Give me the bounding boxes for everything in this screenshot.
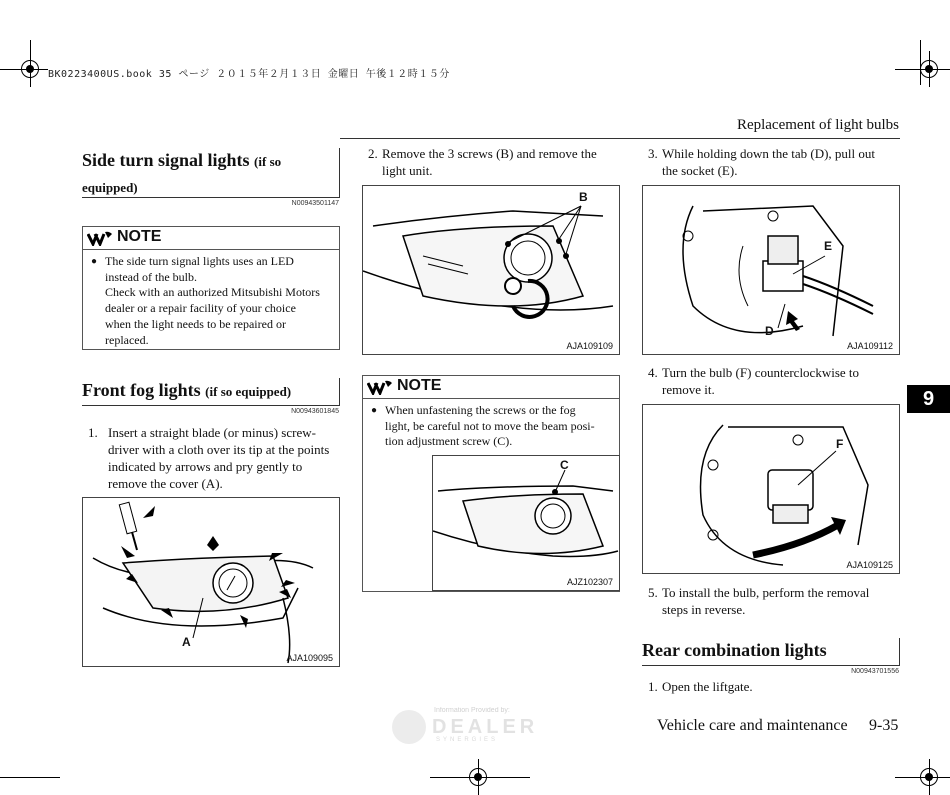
adjustment-screw-illustration [433,456,620,591]
watermark-top: Information Provided by: [434,707,510,714]
note-line: Check with an authorized Mitsubishi Motors [105,285,320,300]
note-label: NOTE [117,228,162,245]
figure-light-unit-screws [362,185,620,355]
section-qualifier-2: equipped) [82,180,138,195]
note-line: replaced. [105,332,149,347]
step-line: steps in reverse. [662,602,746,617]
note-header [363,376,619,399]
figure-adjustment-screw [432,455,620,591]
section-rule [82,405,340,406]
step-line: Insert a straight blade (or minus) screw- [108,425,316,440]
note-line: light, be careful not to move the beam posi- [385,418,595,433]
note-check-icon [87,230,113,251]
figure-label-b: B [579,190,588,204]
section-title-rear-combination: Rear combination lights [642,640,827,660]
step-line: indicated by arrows and pry gently to [108,459,303,474]
section-rule-vertical [339,378,340,406]
fog-cover-illustration [83,498,340,667]
bulb-f-illustration [643,405,900,574]
section-title-side-turn [82,148,340,200]
step-number: 2. [368,146,378,161]
section-code: N00943701556 [851,668,899,675]
note-body [83,250,339,348]
note-line: tion adjustment screw (C). [385,434,513,449]
note-box-2 [362,375,620,592]
step-line: remove the cover (A). [108,476,223,491]
watermark-sub: SYNERGIES [436,737,499,743]
section-qualifier: (if so equipped) [205,384,292,399]
registration-mark-bottom-center [469,768,487,786]
figure-code: AJA109095 [286,653,333,663]
section-qualifier: (if so [254,154,282,169]
note-label: NOTE [397,377,442,394]
step-line: light unit. [382,163,433,178]
section-rule-vertical [899,638,900,666]
section-code: N00943501147 [291,200,339,207]
note-box-1 [82,226,340,350]
note-line: ● The side turn signal lights uses an LED [105,254,294,268]
figure-code: AJA109112 [847,341,893,351]
section-title-text: Side turn signal lights [82,150,250,170]
step-number: 1. [648,679,658,694]
step-5-install [648,584,900,618]
figure-label-c: C [560,458,569,472]
step-line: remove it. [662,382,715,397]
figure-label-a: A [182,635,191,649]
section-code: N00943601845 [291,408,339,415]
section-rule-vertical [339,148,340,198]
note-line: dealer or a repair facility of your choice [105,301,296,316]
figure-code: AJZ102307 [566,577,613,587]
note-line: ● When unfastening the screws or the fog [385,403,576,417]
step-number: 1. [88,425,98,440]
dealer-watermark [392,707,552,747]
figure-label-f: F [836,437,844,451]
figure-label-d: D [765,324,774,338]
dealer-logo-icon [392,710,426,744]
book-info-line: BK0223400US.book 35 ページ ２０１５年２月１３日 金曜日 午後１２時１５分 [48,69,450,80]
step-line: Remove the 3 screws (B) and remove the [382,146,597,161]
footer-chapter: Vehicle care and maintenance [657,717,848,734]
step-number: 4. [648,365,658,380]
step-line: driver with a cloth over its tip at the points [108,442,330,457]
note-line: instead of the bulb. [105,269,197,284]
step-number: 5. [648,585,658,600]
note-body [363,399,619,450]
registration-mark-top-right [920,60,938,78]
figure-fog-cover [82,497,340,667]
figure-label-e: E [824,239,833,253]
note-line: when the light needs to be repaired or [105,316,286,331]
footer-page-number: 9-35 [869,717,899,734]
watermark-main: DEALER [432,716,539,738]
step-line: To install the bulb, perform the removal [662,585,870,600]
note-bullet [371,403,614,450]
registration-mark-top-left [21,60,39,78]
section-title-text: Front fog lights [82,380,201,400]
note-header [83,227,339,250]
header-rule [340,138,900,139]
running-head: Replacement of light bulbs [736,117,899,133]
section-rule [82,197,340,198]
step-3-pull-socket [648,145,900,179]
figure-bulb-f [642,404,900,574]
figure-socket-tab [642,185,900,355]
step-1-open-liftgate [648,678,900,695]
chapter-tab: 9 [907,385,950,413]
light-unit-illustration [363,186,620,355]
note-check-icon [367,379,393,400]
figure-code: AJA109109 [566,341,613,351]
step-1-insert-blade [88,424,340,492]
figure-code: AJA109125 [846,560,893,570]
step-line: While holding down the tab (D), pull out [662,146,876,161]
note-bullet [91,254,334,348]
step-number: 3. [648,146,658,161]
step-line: the socket (E). [662,163,738,178]
step-line: Open the liftgate. [662,679,753,694]
registration-mark-bottom-right [920,768,938,786]
step-4-turn-bulb [648,364,900,398]
section-rule [642,665,900,666]
section-title-front-fog [82,378,340,404]
step-line: Turn the bulb (F) counterclockwise to [662,365,860,380]
step-2-remove-screws [368,145,620,179]
